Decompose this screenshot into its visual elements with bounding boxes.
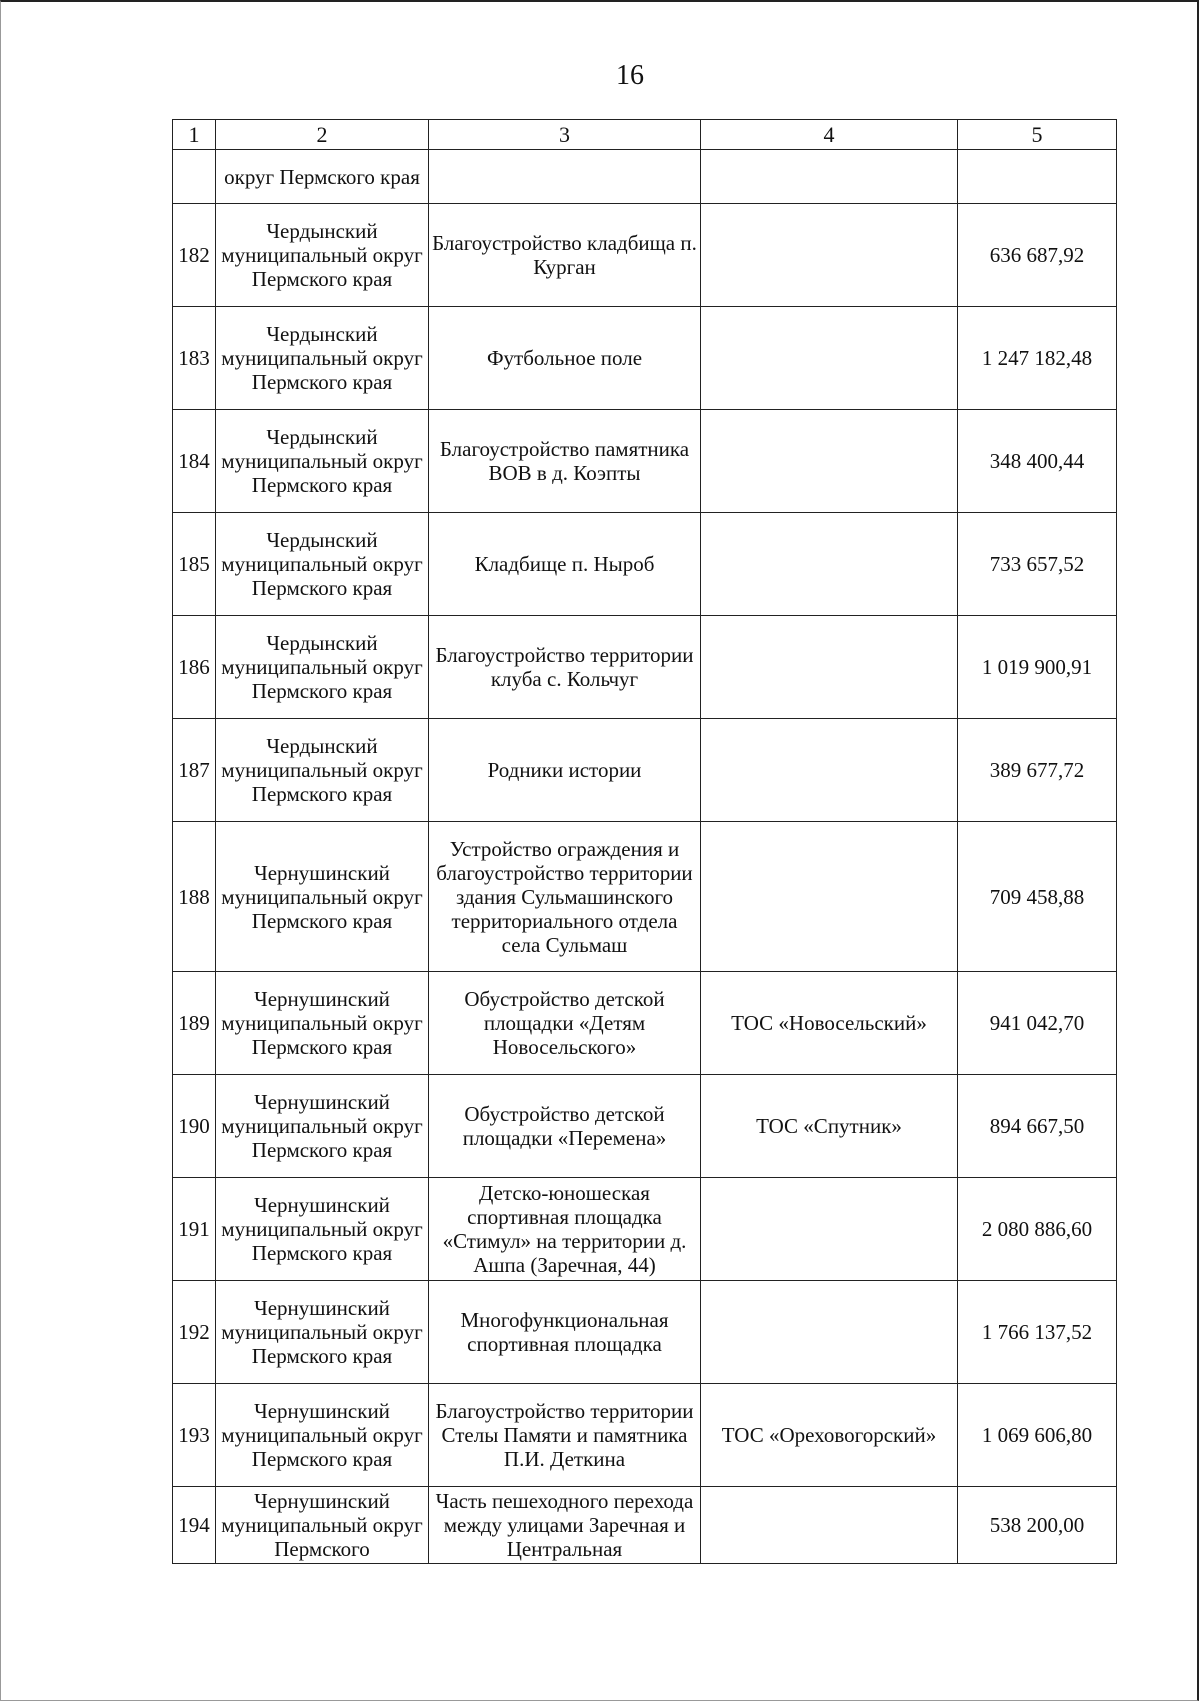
project-cell: Обустройство детской площадки «Детям Новосельского» [429, 972, 701, 1075]
column-header-4: 4 [701, 120, 958, 150]
district-cell: Чернушинский муниципальный округ Пермского края [216, 1075, 429, 1178]
row-number-cell: 189 [173, 972, 216, 1075]
table-row [173, 513, 1117, 616]
tos-cell [701, 410, 958, 513]
row-number-cell: 188 [173, 822, 216, 972]
amount-cell: 2 080 886,60 [958, 1178, 1117, 1281]
project-cell: Благоустройство памятника ВОВ в д. Коэпты [429, 410, 701, 513]
row-number-cell [173, 150, 216, 204]
district-cell: Чернушинский муниципальный округ Пермского края [216, 1178, 429, 1281]
table-row [173, 1075, 1117, 1178]
project-cell: Обустройство детской площадки «Перемена» [429, 1075, 701, 1178]
project-cell [429, 150, 701, 204]
project-cell: Родники истории [429, 719, 701, 822]
tos-cell [701, 1281, 958, 1384]
page-number: 16 [616, 60, 644, 91]
row-number-cell: 182 [173, 204, 216, 307]
district-cell: Чердынский муниципальный округ Пермского края [216, 410, 429, 513]
district-cell: Чернушинский муниципальный округ Пермского края [216, 1384, 429, 1487]
project-cell: Детско-юношеская спортивная площадка «Стимул» на территории д. Ашпа (Заречная, 44) [429, 1178, 701, 1281]
tos-cell [701, 822, 958, 972]
tos-cell [701, 204, 958, 307]
district-cell: Чердынский муниципальный округ Пермского края [216, 719, 429, 822]
district-cell: Чердынский муниципальный округ Пермского края [216, 513, 429, 616]
amount-cell: 941 042,70 [958, 972, 1117, 1075]
amount-cell: 636 687,92 [958, 204, 1117, 307]
district-cell: округ Пермского края [216, 150, 429, 204]
tos-cell [701, 1178, 958, 1281]
column-header-3: 3 [429, 120, 701, 150]
row-number-cell: 186 [173, 616, 216, 719]
district-cell: Чернушинский муниципальный округ Пермского [216, 1487, 429, 1564]
tos-cell [701, 616, 958, 719]
row-number-cell: 190 [173, 1075, 216, 1178]
tos-cell: ТОС «Новосельский» [701, 972, 958, 1075]
tos-cell [701, 307, 958, 410]
amount-cell: 389 677,72 [958, 719, 1117, 822]
amount-cell: 894 667,50 [958, 1075, 1117, 1178]
project-cell: Благоустройство территории клуба с. Кольчуг [429, 616, 701, 719]
table-row [173, 719, 1117, 822]
row-number-cell: 192 [173, 1281, 216, 1384]
amount-cell: 1 019 900,91 [958, 616, 1117, 719]
table-row [173, 616, 1117, 719]
district-cell: Чернушинский муниципальный округ Пермского края [216, 822, 429, 972]
row-number-cell: 184 [173, 410, 216, 513]
table-row-continuation [173, 150, 1117, 204]
table-row [173, 972, 1117, 1075]
tos-cell [701, 513, 958, 616]
table-row [173, 1178, 1117, 1281]
amount-cell: 538 200,00 [958, 1487, 1117, 1564]
amount-cell: 1 069 606,80 [958, 1384, 1117, 1487]
project-cell: Часть пешеходного перехода между улицами Заречная и Центральная [429, 1487, 701, 1564]
project-cell: Кладбище п. Ныроб [429, 513, 701, 616]
table-row [173, 1384, 1117, 1487]
project-cell: Устройство ограждения и благоустройство территории здания Сульмашинского территориального отдела села Сульмаш [429, 822, 701, 972]
table-row [173, 822, 1117, 972]
row-number-cell: 185 [173, 513, 216, 616]
project-cell: Многофункциональная спортивная площадка [429, 1281, 701, 1384]
tos-cell: ТОС «Спутник» [701, 1075, 958, 1178]
row-number-cell: 183 [173, 307, 216, 410]
project-cell: Благоустройство кладбища п. Курган [429, 204, 701, 307]
projects-table [172, 119, 1117, 1564]
column-header-5: 5 [958, 120, 1117, 150]
column-header-1: 1 [173, 120, 216, 150]
table-row [173, 307, 1117, 410]
district-cell: Чердынский муниципальный округ Пермского края [216, 616, 429, 719]
table-row [173, 204, 1117, 307]
table-row [173, 1487, 1117, 1564]
row-number-cell: 191 [173, 1178, 216, 1281]
district-cell: Чернушинский муниципальный округ Пермского края [216, 972, 429, 1075]
table-row [173, 410, 1117, 513]
district-cell: Чердынский муниципальный округ Пермского края [216, 307, 429, 410]
amount-cell [958, 150, 1117, 204]
row-number-cell: 187 [173, 719, 216, 822]
table-row [173, 1281, 1117, 1384]
amount-cell: 1 766 137,52 [958, 1281, 1117, 1384]
amount-cell: 1 247 182,48 [958, 307, 1117, 410]
district-cell: Чердынский муниципальный округ Пермского края [216, 204, 429, 307]
tos-cell [701, 150, 958, 204]
amount-cell: 348 400,44 [958, 410, 1117, 513]
project-cell: Благоустройство территории Стелы Памяти и памятника П.И. Деткина [429, 1384, 701, 1487]
tos-cell: ТОС «Ореховогорский» [701, 1384, 958, 1487]
column-header-2: 2 [216, 120, 429, 150]
tos-cell [701, 719, 958, 822]
project-cell: Футбольное поле [429, 307, 701, 410]
row-number-cell: 193 [173, 1384, 216, 1487]
amount-cell: 733 657,52 [958, 513, 1117, 616]
row-number-cell: 194 [173, 1487, 216, 1564]
district-cell: Чернушинский муниципальный округ Пермского края [216, 1281, 429, 1384]
tos-cell [701, 1487, 958, 1564]
table-header-row [173, 120, 1117, 150]
amount-cell: 709 458,88 [958, 822, 1117, 972]
